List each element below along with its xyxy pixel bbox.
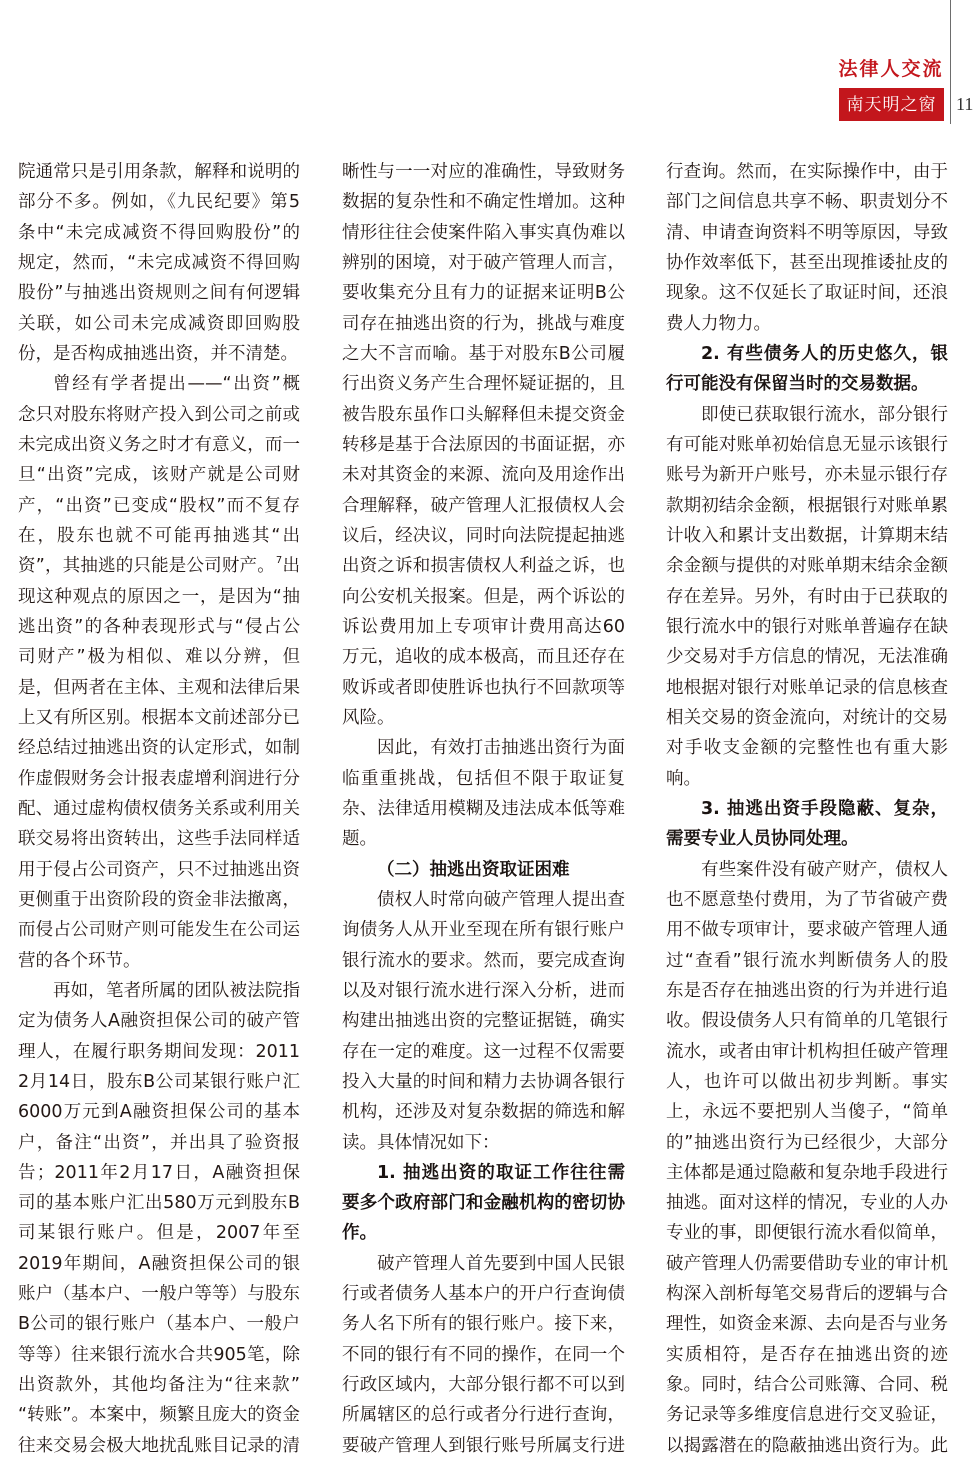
text-line: 抽逃。面对这样的情况，专业的人办 (666, 1193, 948, 1214)
text-line: 要收集充分且有力的证据来证明B公 (342, 283, 625, 304)
paragraph (342, 1249, 625, 1461)
text-line: 账户（基本户、一般户等等）与股东 (18, 1284, 300, 1305)
text-line: 实质相符，是否存在抽逃出资的迹 (666, 1344, 948, 1365)
section-heading (342, 855, 625, 885)
text-line: 收。假设债务人只有简单的几笔银行 (666, 1011, 948, 1032)
section-heading (666, 339, 948, 400)
text-line: 账号为新开户账号，亦未显示银行存 (666, 465, 948, 486)
text-line: 营的各个环节。 (18, 950, 141, 971)
text-line: 要多个政府部门和金融机构的密切协 (342, 1193, 625, 1214)
text-line: 专业的事，即便银行流水看似简单， (666, 1223, 948, 1244)
text-line: 户，备注“出资”，并出具了验资报 (18, 1132, 300, 1153)
text-line: 6000万元到A融资担保公司的基本 (18, 1102, 300, 1123)
text-line: 询债务人从开业至现在所有银行账户 (342, 920, 625, 941)
text-line: 构深入剖析每笔交易背后的逻辑与合 (666, 1284, 948, 1305)
text-line: 2月14日，股东B公司某银行账户汇 (18, 1071, 300, 1092)
text-line: 作。 (342, 1223, 377, 1244)
text-line: 产，“出资”已变成“股权”而不复存 (18, 495, 300, 516)
text-line: 司的基本账户汇出580万元到股东B (18, 1193, 300, 1214)
text-line: 相关交易的资金流向，对统计的交易 (666, 707, 948, 728)
text-line: 响。 (666, 768, 701, 789)
text-line: 需要专业人员协同处理。 (666, 829, 859, 850)
text-line: 风险。 (342, 707, 395, 728)
text-line: 未对其资金的来源、流向及用途作出 (342, 465, 625, 486)
text-line: 读。具体情况如下： (342, 1132, 500, 1153)
text-line: 存在一定的难度。这一过程不仅需要 (342, 1041, 625, 1062)
text-line: 数据的复杂性和不确定性增加。这种 (342, 192, 625, 213)
text-line: 旦“出资”完成，该财产就是公司财 (18, 465, 300, 486)
text-line: 款期初结余金额，根据银行对账单累 (666, 495, 948, 516)
text-line: 万元，追收的成本极高，而且还存在 (342, 647, 625, 668)
text-line: 存在差异。另外，有时由于已获取的 (666, 586, 948, 607)
text-line: 余金额与提供的对账单期末结余金额 (666, 556, 948, 577)
text-line: 行可能没有保留当时的交易数据。 (666, 374, 929, 395)
text-line: 有可能对账单初始信息无显示该银行 (666, 434, 948, 455)
text-line: 经总结过抽逃出资的认定形式，如制 (18, 738, 300, 759)
paragraph (18, 369, 300, 976)
text-line: 向公安机关报案。但是，两个诉讼的 (342, 586, 625, 607)
text-line: 费人力物力。 (666, 313, 771, 334)
text-line: 理人，在履行职务期间发现：2011 (18, 1041, 300, 1062)
text-line: 行出资义务产生合理怀疑证据的，且 (342, 374, 625, 395)
text-line: 破产管理人首先要到中国人民银 (377, 1253, 625, 1274)
text-line: （二）抽逃出资取证困难 (377, 859, 570, 880)
text-line: 债权人时常向破产管理人提出查 (377, 889, 625, 910)
text-line: 务记录等多维度信息进行交叉验证， (666, 1405, 948, 1426)
text-line: 曾经有学者提出——“出资”概 (53, 374, 300, 395)
text-line: 东是否存在抽逃出资的行为并进行追 (666, 980, 948, 1001)
text-line: 被告股东虽作口头解释但未提交资金 (342, 404, 625, 425)
text-line: 用不做专项审计，要求破产管理人通 (666, 920, 948, 941)
text-line: 务人名下所有的银行账户。接下来， (342, 1314, 625, 1335)
text-line: 现这种观点的原因之一，是因为“抽 (18, 586, 300, 607)
text-line: 条中“未完成减资不得回购股份”的 (18, 222, 300, 243)
text-line: 因此，有效打击抽逃出资行为面 (377, 738, 625, 759)
text-line: 上又有所区别。根据本文前述部分已 (18, 707, 300, 728)
text-column-2 (342, 157, 625, 1461)
page-number: 11 (956, 94, 974, 114)
text-line: 出资款外，其他均备注为“往来款” (18, 1375, 300, 1396)
text-line: 规定，然而，“未完成减资不得回购 (18, 252, 300, 273)
text-line: 未完成出资义务之时才有意义，而一 (18, 434, 300, 455)
text-line: 清、申请查询资料不明等原因，导致 (666, 222, 948, 243)
text-line: 行政区域内，大部分银行都不可以到 (342, 1375, 625, 1396)
text-line: 司某银行账户。但是，2007年至 (18, 1223, 300, 1244)
text-line: 银行流水的要求。然而，要完成查询 (342, 950, 625, 971)
text-line: 不同的银行有不同的操作，在同一个 (342, 1344, 625, 1365)
text-line: 象。同时，结合公司账簿、合同、税 (666, 1375, 948, 1396)
text-line: 用于侵占公司资产，只不过抽逃出资 (18, 859, 300, 880)
text-line: 1. 抽逃出资的取证工作往往需 (377, 1162, 625, 1183)
text-line: 投入大量的时间和精力去协调各银行 (342, 1071, 625, 1092)
text-line: 杂、法律适用模糊及违法成本低等难 (342, 798, 625, 819)
paragraph (666, 400, 948, 794)
text-line: 现象。这不仅延长了取证时间，还浪 (666, 283, 948, 304)
text-line: 对手收支金额的完整性也有重大影 (666, 738, 948, 759)
text-line: 构建出抽逃出资的完整证据链，确实 (342, 1011, 625, 1032)
text-line: 部分不多。例如，《九民纪要》第5 (18, 192, 300, 213)
text-line: 人，也许可以做出初步判断。事实 (666, 1071, 948, 1092)
text-column-3 (666, 157, 948, 1461)
text-line: 破产管理人仍需要借助专业的审计机 (666, 1253, 948, 1274)
text-line: 3. 抽逃出资手段隐蔽、复杂， (701, 798, 948, 819)
text-line: 合理解释，破产管理人汇报债权人会 (342, 495, 625, 516)
text-line: 定为债务人A融资担保公司的破产管 (18, 1011, 300, 1032)
text-line: 计收入和累计支出数据，计算期末结 (666, 525, 948, 546)
paragraph (342, 157, 625, 733)
text-line: 行查询。然而，在实际操作中，由于 (666, 162, 948, 182)
text-line: 以揭露潜在的隐蔽抽逃出资行为。此 (666, 1435, 948, 1456)
text-line: 银行流水中的银行对账单普遍存在缺 (666, 616, 948, 637)
text-line: 即使已获取银行流水，部分银行 (701, 404, 948, 425)
section-heading (666, 794, 948, 855)
text-line: 行或者债务人基本户的开户行查询债 (342, 1284, 625, 1305)
text-line: 联交易将出资转出，这些手法同样适 (18, 829, 300, 850)
text-line: 败诉或者即使胜诉也执行不回款项等 (342, 677, 625, 698)
text-line: 念只对股东将财产投入到公司之前或 (18, 404, 300, 425)
text-line: 出资之诉和损害债权人利益之诉，也 (342, 556, 625, 577)
text-line: 少交易对手方信息的情况，无法准确 (666, 647, 948, 668)
text-line: “转账”。本案中，频繁且庞大的资金 (18, 1405, 300, 1426)
text-line: 主体都是通过隐蔽和复杂地手段进行 (666, 1162, 948, 1183)
text-line: 逃出资”的各种表现形式与“侵占公 (18, 616, 300, 637)
text-line: 以及对银行流水进行深入分析，进而 (342, 980, 625, 1001)
footnote-marker: 7 (275, 555, 283, 567)
text-line: 院通常只是引用条款，解释和说明的 (18, 162, 300, 182)
text-line: 协作效率低下，甚至出现推诿扯皮的 (666, 252, 948, 273)
text-line: 往来交易会极大地扰乱账目记录的清 (18, 1435, 300, 1456)
text-line: 2. 有些债务人的历史悠久，银 (701, 343, 948, 364)
text-line: 资”，其抽逃的只能是公司财产。$^7$出 (18, 555, 300, 577)
text-line: 议后，经决议，同时向法院提起抽逃 (342, 525, 625, 546)
text-line: B公司的银行账户（基本户、一般户 (18, 1314, 300, 1335)
text-line: 理性，如资金来源、去向是否与业务 (666, 1314, 948, 1335)
text-line: 份，是否构成抽逃出资，并不清楚。 (18, 343, 298, 364)
text-line: 要破产管理人到银行账号所属支行进 (342, 1435, 625, 1456)
section-title: 法律人交流 (838, 58, 944, 80)
text-line: 地根据对银行对账单记录的信息核查 (666, 677, 948, 698)
text-line: 过“查看”银行流水判断债务人的股 (666, 950, 948, 971)
text-line: 上，永远不要把别人当傻子，“简单 (666, 1102, 948, 1123)
text-line: 再如，笔者所属的团队被法院指 (53, 980, 300, 1001)
paragraph (666, 157, 948, 339)
text-line: 的”抽逃出资行为已经很少，大部分 (666, 1132, 948, 1153)
text-line: 诉讼费用加上专项审计费用高达60 (342, 616, 625, 637)
text-line: 也不愿意垫付费用，为了节省破产费 (666, 889, 948, 910)
text-line: 更侧重于出资阶段的资金非法撤离， (18, 889, 300, 910)
text-line: 部门之间信息共享不畅、职责划分不 (666, 192, 948, 213)
text-line: 之大不言而喻。基于对股东B公司履 (342, 343, 625, 364)
paragraph (342, 733, 625, 854)
paragraph (18, 976, 300, 1461)
text-line: 而侵占公司财产则可能发生在公司运 (18, 920, 300, 941)
text-line: 晰性与一一对应的准确性，导致财务 (342, 162, 625, 182)
paragraph (666, 855, 948, 1462)
text-line: 流水，或者由审计机构担任破产管理 (666, 1041, 948, 1062)
text-line: 等等）往来银行流水合共905笔，除 (18, 1344, 300, 1365)
text-line: 告；2011年2月17日，A融资担保 (18, 1162, 300, 1183)
text-column-1 (18, 157, 300, 1461)
text-line: 司财产”极为相似、难以分辨，但 (18, 647, 300, 668)
text-line: 辨别的困境，对于破产管理人而言， (342, 252, 625, 273)
paragraph (18, 157, 300, 369)
paragraph (342, 885, 625, 1158)
text-line: 股份”与抽逃出资规则之间有何逻辑 (18, 283, 300, 304)
text-line: 机构，还涉及对复杂数据的筛选和解 (342, 1102, 625, 1123)
text-line: 题。 (342, 829, 377, 850)
text-line: 临重重挑战，包括但不限于取证复 (342, 768, 625, 789)
header-divider-line (950, 0, 951, 124)
text-line: 关联，如公司未完成减资即回购股 (18, 313, 300, 334)
text-line: 有些案件没有破产财产，债权人 (701, 859, 948, 880)
text-line: 作虚假财务会计报表虚增利润进行分 (18, 768, 300, 789)
text-line: 所属辖区的总行或者分行进行查询， (342, 1405, 625, 1426)
text-line: 是，但两者在主体、主观和法律后果 (18, 677, 300, 698)
text-line: 在，股东也就不可能再抽逃其“出 (18, 525, 300, 546)
text-line: 情形往往会使案件陷入事实真伪难以 (342, 222, 625, 243)
text-line: 转移是基于合法原因的书面证据，亦 (342, 434, 625, 455)
text-line: 司存在抽逃出资的行为，挑战与难度 (342, 313, 625, 334)
text-line: 配、通过虚构债权债务关系或利用关 (18, 798, 300, 819)
section-heading (342, 1158, 625, 1249)
text-line: 2019年期间，A融资担保公司的银 (18, 1253, 300, 1274)
column-title-badge: 南天明之窗 (839, 88, 944, 121)
